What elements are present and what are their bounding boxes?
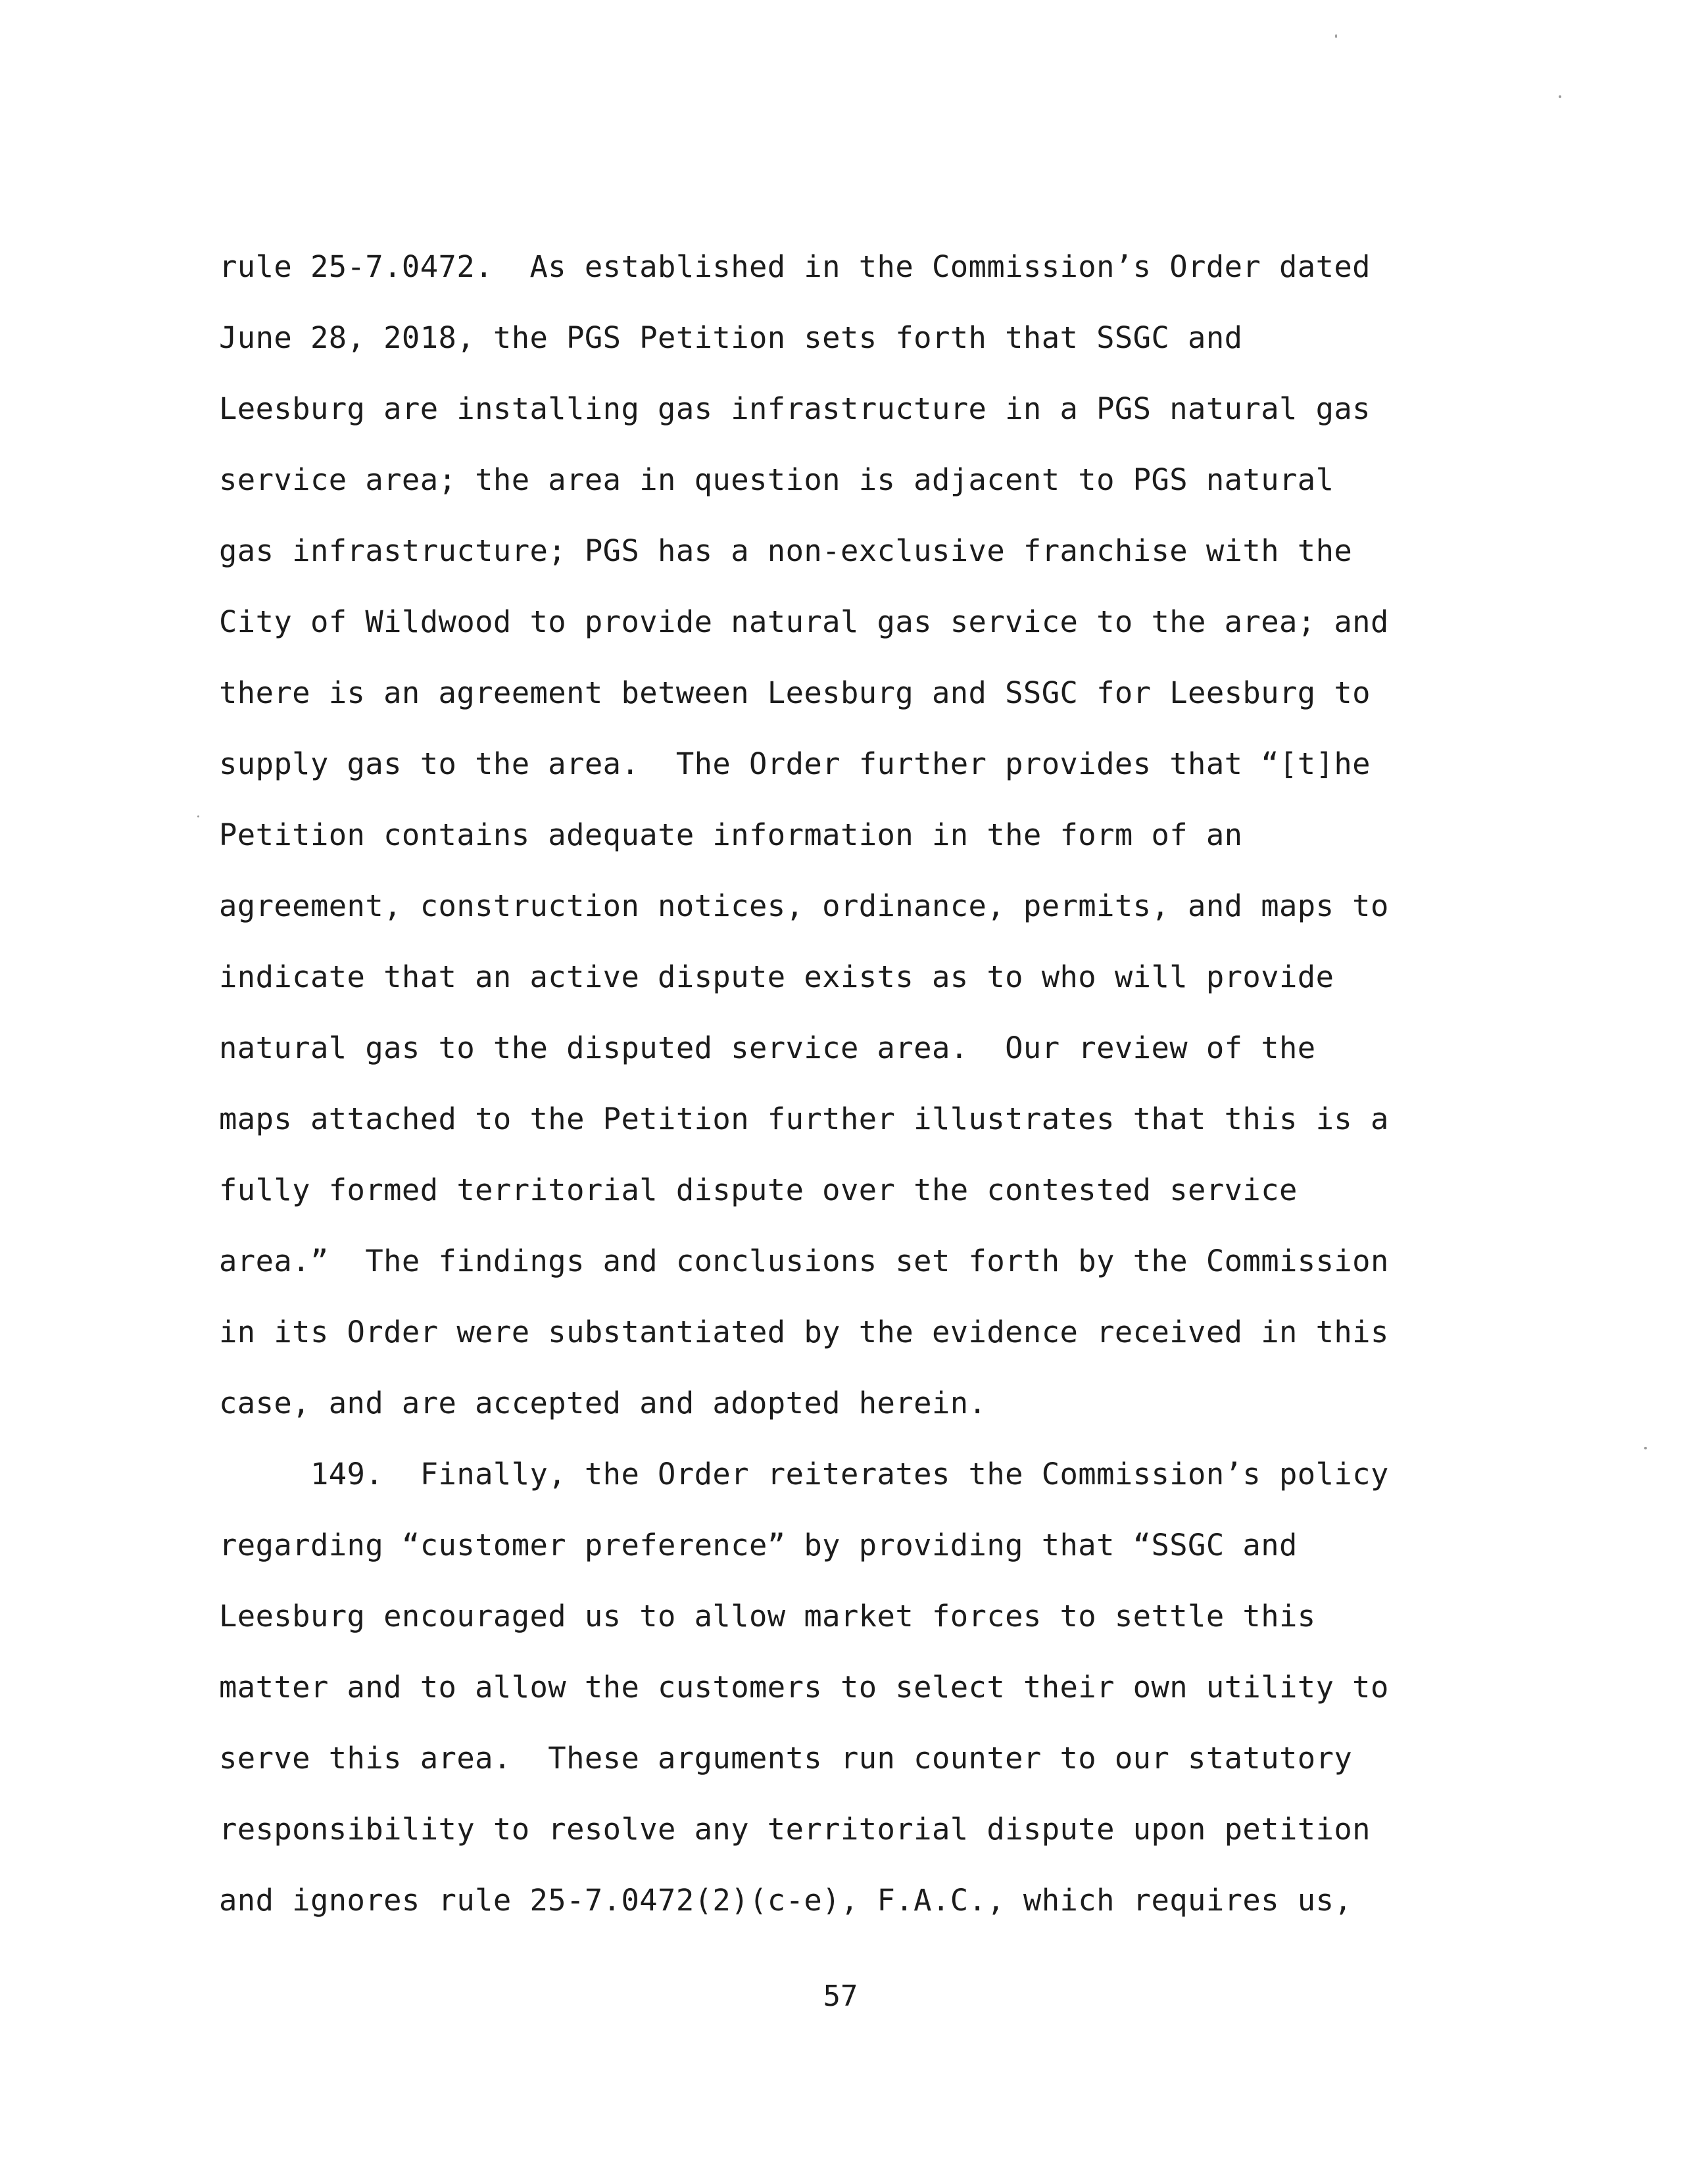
scan-speck — [1335, 34, 1337, 38]
text-line: Petition contains adequate information in the form of an — [219, 817, 1243, 852]
text-line: responsibility to resolve any territorial dispute upon petition — [219, 1812, 1371, 1847]
text-line: fully formed territorial dispute over the contested service — [219, 1173, 1298, 1207]
text-line: there is an agreement between Leesburg and SSGC for Leesburg to — [219, 675, 1371, 710]
scan-speck — [1644, 1447, 1647, 1449]
text-line: rule 25-7.0472. As established in the Commission’s Order dated — [219, 249, 1371, 284]
text-line: service area; the area in question is adjacent to PGS natural — [219, 462, 1334, 497]
text-line: serve this area. These arguments run counter to our statutory — [219, 1741, 1353, 1776]
scan-speck — [1559, 95, 1561, 98]
text-line: in its Order were substantiated by the evidence received in this — [219, 1315, 1389, 1349]
text-line: matter and to allow the customers to select their own utility to — [219, 1670, 1389, 1705]
text-line: Leesburg are installing gas infrastructure in a PGS natural gas — [219, 391, 1371, 426]
text-line: indicate that an active dispute exists as to who will provide — [219, 959, 1334, 994]
page-number: 57 — [823, 1979, 858, 2013]
text-line: area.” The findings and conclusions set forth by the Commission — [219, 1244, 1389, 1278]
text-line: gas infrastructure; PGS has a non-exclusive franchise with the — [219, 533, 1353, 568]
text-line: natural gas to the disputed service area. Our review of the — [219, 1031, 1316, 1065]
text-line: Leesburg encouraged us to allow market forces to settle this — [219, 1599, 1316, 1634]
text-line: agreement, construction notices, ordinance, permits, and maps to — [219, 888, 1389, 923]
text-line: maps attached to the Petition further illustrates that this is a — [219, 1102, 1389, 1136]
paragraph-start-line: 149. Finally, the Order reiterates the Commission’s policy — [219, 1457, 1389, 1492]
text-line: City of Wildwood to provide natural gas service to the area; and — [219, 604, 1389, 639]
text-line: case, and are accepted and adopted herein. — [219, 1386, 987, 1420]
scan-speck — [197, 815, 199, 817]
text-line: regarding “customer preference” by providing that “SSGC and — [219, 1528, 1298, 1563]
text-line: June 28, 2018, the PGS Petition sets forth that SSGC and — [219, 320, 1243, 355]
text-line: supply gas to the area. The Order further provides that “[t]he — [219, 746, 1371, 781]
text-line: and ignores rule 25-7.0472(2)(c-e), F.A.C., which requires us, — [219, 1883, 1353, 1918]
body-text — [219, 231, 1469, 1936]
